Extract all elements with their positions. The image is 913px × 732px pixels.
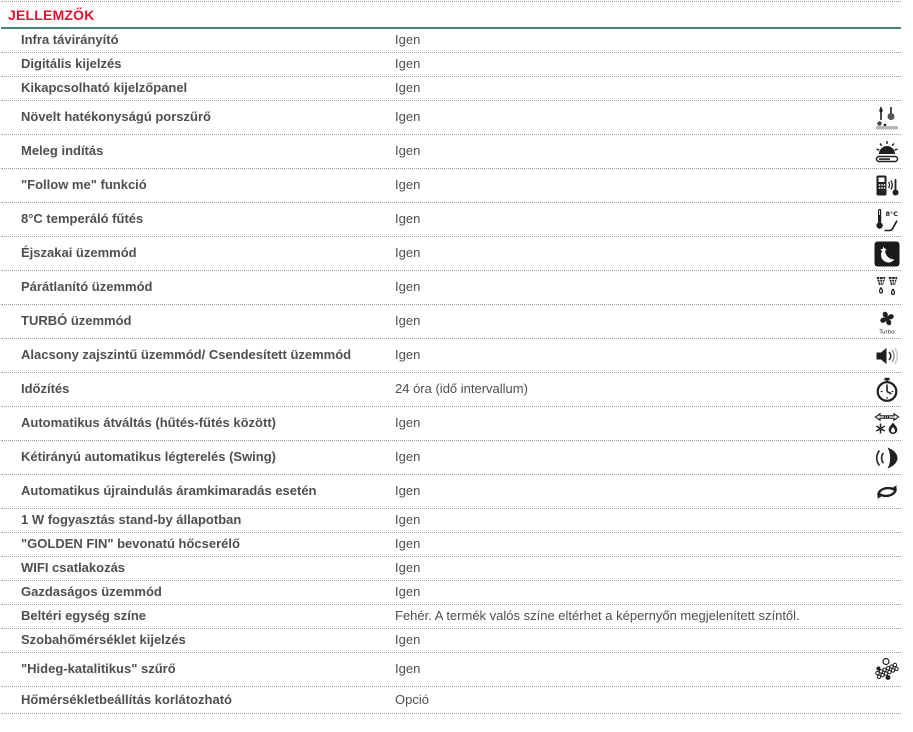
table-row	[1, 237, 901, 271]
feature-value: 24 óra (idő intervallum)	[395, 381, 528, 397]
turbo-fan-icon	[874, 309, 901, 335]
feature-value: Igen	[395, 536, 421, 552]
feature-value: Igen	[395, 109, 421, 125]
night-mode-icon	[874, 241, 901, 267]
feature-value: Fehér. A termék valós színe eltérhet a képernyőn megjelenített színtől.	[395, 608, 800, 624]
table-row	[1, 339, 901, 373]
section-title: JELLEMZŐK	[8, 7, 95, 23]
table-row	[1, 53, 901, 77]
feature-label: TURBÓ üzemmód	[21, 313, 132, 329]
feature-label: Hőmérsékletbeállítás korlátozható	[21, 691, 232, 707]
table-row	[1, 653, 901, 687]
feature-value: Igen	[395, 313, 421, 329]
feature-value: Igen	[395, 211, 421, 227]
section-header	[1, 1, 901, 29]
table-row	[1, 441, 901, 475]
feature-value: Igen	[395, 279, 421, 295]
feature-label: Növelt hatékonyságú porszűrő	[21, 109, 211, 125]
feature-label: Infra távirányító	[21, 32, 119, 48]
table-row	[1, 629, 901, 653]
auto-changeover-icon	[874, 411, 901, 437]
feature-label: Digitális kijelzés	[21, 56, 122, 72]
table-row	[1, 203, 901, 237]
table-row	[1, 29, 901, 53]
feature-value: Igen	[395, 347, 421, 363]
table-row	[1, 533, 901, 557]
follow-me-icon	[874, 173, 901, 199]
feature-label: Automatikus újraindulás áramkimaradás esetén	[21, 483, 317, 499]
feature-label: Kikapcsolható kijelzőpanel	[21, 80, 188, 96]
table-row	[1, 581, 901, 605]
feature-value: Igen	[395, 632, 421, 648]
warm-start-icon	[874, 139, 901, 165]
feature-label: "Follow me" funkció	[21, 177, 147, 193]
feature-label: 8°C temperáló fűtés	[21, 211, 144, 227]
table-row	[1, 687, 901, 714]
table-row	[1, 605, 901, 629]
feature-label: Éjszakai üzemmód	[21, 245, 137, 261]
table-row	[1, 101, 901, 135]
feature-value: Igen	[395, 512, 421, 528]
feature-label: Párátlanító üzemmód	[21, 279, 153, 295]
table-row	[1, 271, 901, 305]
feature-label: Alacsony zajszintű üzemmód/ Csendesített üzemmód	[21, 347, 352, 363]
feature-value: Igen	[395, 143, 421, 159]
feature-value: Igen	[395, 56, 421, 72]
feature-value: Igen	[395, 661, 421, 677]
feature-label: 1 W fogyasztás stand-by állapotban	[21, 512, 242, 528]
svg-text:8°C: 8°C	[885, 209, 899, 218]
swing-icon	[874, 445, 901, 471]
feature-label: Beltéri egység színe	[21, 608, 146, 624]
feature-label: Automatikus átváltás (hűtés-fűtés között)	[21, 415, 276, 431]
table-row	[1, 407, 901, 441]
feature-label: WIFI csatlakozás	[21, 560, 126, 576]
feature-value: Igen	[395, 80, 421, 96]
feature-label: Meleg indítás	[21, 143, 104, 159]
feature-label: "Hideg-katalitikus" szűrő	[21, 661, 176, 677]
feature-label: Gazdaságos üzemmód	[21, 584, 162, 600]
feature-label: Kétirányú automatikus légterelés (Swing)	[21, 449, 277, 465]
table-row	[1, 557, 901, 581]
dust-filter-icon	[874, 105, 901, 131]
table-row	[1, 373, 901, 407]
feature-value: Igen	[395, 584, 421, 600]
feature-value: Igen	[395, 177, 421, 193]
table-row	[1, 169, 901, 203]
table-row	[1, 509, 901, 533]
timer-clock-icon	[874, 377, 901, 403]
feature-value: Igen	[395, 245, 421, 261]
table-row	[1, 475, 901, 509]
feature-value: Igen	[395, 415, 421, 431]
dehumidify-icon	[874, 275, 901, 301]
feature-value: Igen	[395, 449, 421, 465]
features-table	[1, 29, 901, 714]
table-row	[1, 135, 901, 169]
feature-label: Időzítés	[21, 381, 70, 397]
feature-value: Igen	[395, 32, 421, 48]
quiet-mode-icon	[874, 343, 901, 369]
auto-restart-icon	[874, 479, 901, 505]
feature-value: Igen	[395, 560, 421, 576]
feature-label: Szobahőmérséklet kijelzés	[21, 632, 186, 648]
feature-value: Opció	[395, 691, 429, 707]
table-row	[1, 305, 901, 339]
svg-text:Turbo: Turbo	[879, 329, 895, 335]
feature-value: Igen	[395, 483, 421, 499]
cold-catalyst-icon	[874, 657, 901, 683]
feature-label: "GOLDEN FIN" bevonatú hőcserélő	[21, 536, 240, 552]
table-row	[1, 77, 901, 101]
heating-8c-icon	[874, 207, 901, 233]
